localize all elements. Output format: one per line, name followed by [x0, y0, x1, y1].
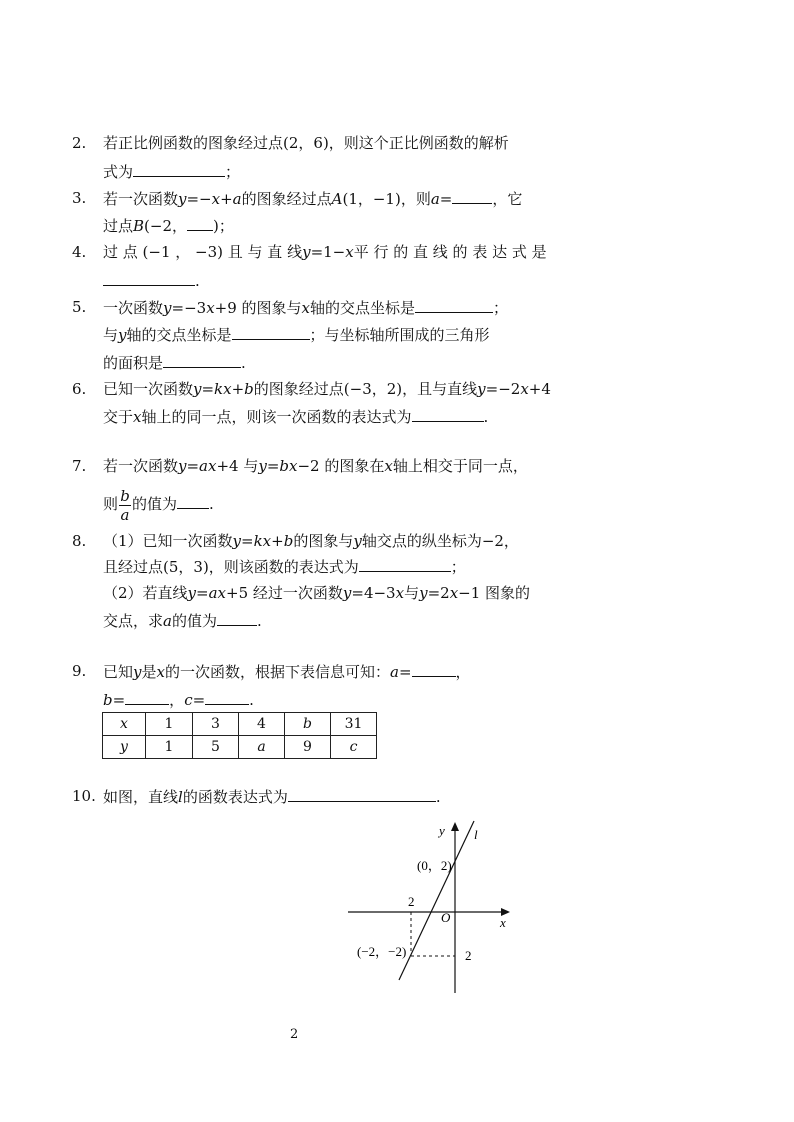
math: x — [345, 243, 354, 261]
text: =2 — [427, 584, 450, 602]
page-number: 2 — [290, 1027, 299, 1042]
question-text — [103, 161, 240, 182]
question-number: 10. — [72, 787, 96, 805]
text: (−2， — [144, 217, 188, 235]
text: 的值为 — [171, 612, 217, 630]
text: 的图象与 — [293, 532, 354, 550]
math: y=kx+b — [232, 532, 294, 550]
table-cell: c — [331, 736, 377, 759]
question-text — [103, 133, 509, 153]
question-text — [103, 352, 246, 373]
question-text — [103, 406, 488, 427]
text: 交点，求 — [103, 612, 164, 630]
text: （2）若直线 — [103, 584, 188, 602]
math: y — [133, 663, 142, 681]
text: (1，−1)，则 — [342, 190, 431, 208]
math: y=−x+a — [178, 190, 242, 208]
text: ，它 — [492, 190, 523, 208]
answer-blank[interactable] — [205, 689, 249, 705]
text: . — [209, 495, 214, 513]
answer-blank[interactable] — [415, 297, 493, 313]
denominator: a — [120, 505, 130, 524]
text: 的函数表达式为 — [182, 788, 288, 806]
math: y=bx — [258, 457, 298, 475]
question-number: 3. — [72, 189, 87, 207]
math: y — [477, 380, 486, 398]
math: y — [419, 584, 428, 602]
text: 轴交点的纵坐标为−2， — [361, 532, 519, 550]
text: 轴上相交于同一点， — [392, 457, 528, 475]
table-cell: 9 — [285, 736, 331, 759]
table-cell: 1 — [146, 713, 193, 736]
answer-blank[interactable] — [125, 689, 169, 705]
math: x — [133, 408, 142, 426]
question-text — [103, 531, 519, 551]
math: l — [178, 788, 183, 806]
text: 若正比例函数的图象经过点(2，6)，则这个正比例函数的解析 — [103, 134, 509, 152]
question-text — [103, 689, 254, 710]
text: . — [435, 788, 441, 806]
math: a= — [390, 663, 412, 681]
math: c= — [184, 691, 206, 709]
text: −1 图象的 — [458, 584, 531, 602]
value-table — [102, 712, 377, 759]
table-row — [103, 713, 377, 736]
text: ； — [225, 163, 241, 181]
math: x — [206, 299, 215, 317]
text: . — [241, 354, 246, 372]
text: . — [195, 272, 200, 290]
text: 则 — [103, 495, 119, 513]
answer-blank[interactable] — [217, 610, 257, 626]
text: 已知 — [103, 663, 134, 681]
table-cell: y — [103, 736, 146, 759]
math: b= — [103, 691, 126, 709]
answer-blank[interactable] — [412, 661, 456, 677]
text: ； — [493, 299, 509, 317]
question-text — [103, 583, 530, 603]
table-cell: a — [239, 736, 285, 759]
line-label: l — [474, 827, 478, 842]
text: ； — [450, 558, 466, 576]
answer-blank[interactable] — [288, 786, 436, 802]
text: )； — [213, 217, 234, 235]
answer-blank[interactable] — [452, 188, 492, 204]
text: =−2 — [485, 380, 521, 398]
question-text — [103, 610, 262, 631]
math: A — [331, 190, 343, 208]
math: y — [342, 584, 352, 602]
text: +4 — [528, 380, 551, 398]
text: 轴的交点坐标是 — [310, 299, 416, 317]
question-number: 9. — [72, 662, 87, 680]
tick-label: 2 — [408, 894, 415, 909]
table-cell: x — [103, 713, 146, 736]
answer-blank[interactable] — [103, 270, 195, 286]
text: （1）已知一次函数 — [103, 532, 233, 550]
question-text — [103, 215, 234, 236]
answer-blank[interactable] — [187, 215, 213, 231]
question-text — [103, 484, 214, 524]
text: ；与坐标轴所围成的三角形 — [309, 326, 490, 344]
question-number: 2. — [72, 134, 87, 152]
text: 轴的交点坐标是 — [126, 326, 232, 344]
text: 的图象经过点(−3，2)，且与直线 — [253, 380, 478, 398]
point-label-0-2: (0，2) — [417, 858, 452, 873]
text: 交于 — [103, 408, 134, 426]
question-number: 8. — [72, 532, 87, 550]
tick-label: 2 — [465, 948, 472, 963]
answer-blank[interactable] — [359, 556, 451, 572]
y-axis-label: y — [439, 823, 445, 838]
text: . — [483, 408, 489, 426]
text: 过 点 (−1 ， −3) 且 与 直 线 — [103, 243, 303, 261]
table-cell: b — [285, 713, 331, 736]
math: y — [118, 326, 127, 344]
text: =−3 — [171, 299, 207, 317]
fraction — [119, 487, 131, 524]
text: 若一次函数 — [103, 457, 179, 475]
text: 与 — [404, 584, 420, 602]
question-text — [103, 786, 441, 807]
text: 过点 — [103, 217, 134, 235]
math: y=kx+b — [193, 380, 254, 398]
text: 若一次函数 — [103, 190, 179, 208]
table-cell: 31 — [331, 713, 377, 736]
text: +4 与 — [216, 457, 259, 475]
math: a= — [430, 190, 453, 208]
math: y=ax — [178, 457, 217, 475]
question-text — [103, 242, 547, 262]
question-text — [103, 188, 522, 209]
math: y=ax — [187, 584, 226, 602]
question-text — [103, 297, 508, 318]
math: x — [384, 457, 393, 475]
table-cell: 4 — [239, 713, 285, 736]
text: 的值为 — [132, 495, 178, 513]
question-number: 4. — [72, 243, 87, 261]
text: +9 的图象与 — [214, 299, 302, 317]
question-text — [103, 661, 471, 682]
question-text — [103, 324, 490, 345]
text: . — [249, 691, 254, 709]
math: x — [449, 584, 459, 602]
table-row — [103, 736, 377, 759]
text: +5 经过一次函数 — [226, 584, 343, 602]
text: 式为 — [103, 163, 134, 181]
question-text — [103, 556, 466, 577]
text: 且经过点(5，3)，则该函数的表达式为 — [103, 558, 359, 576]
math: x — [156, 663, 165, 681]
x-axis-label: x — [500, 915, 506, 930]
math: B — [133, 217, 145, 235]
question-number: 5. — [72, 298, 87, 316]
math: x — [395, 584, 405, 602]
math: a — [163, 612, 172, 630]
question-number: 7. — [72, 457, 87, 475]
answer-blank[interactable] — [232, 324, 310, 340]
text: . — [256, 612, 262, 630]
coordinate-graph — [340, 815, 520, 997]
math: y — [302, 243, 311, 261]
question-text — [103, 270, 200, 291]
answer-blank[interactable] — [177, 493, 209, 509]
table-cell: 3 — [193, 713, 239, 736]
math: x — [520, 380, 529, 398]
y-axis-arrow — [451, 822, 459, 831]
text: 一次函数 — [103, 299, 164, 317]
text: ， — [169, 691, 185, 709]
math: y — [163, 299, 172, 317]
answer-blank[interactable] — [412, 406, 484, 422]
origin-label: O — [441, 910, 451, 925]
answer-blank[interactable] — [133, 161, 225, 177]
math: y — [353, 532, 362, 550]
question-text — [103, 379, 551, 399]
text: =4−3 — [351, 584, 396, 602]
text: =1− — [310, 243, 346, 261]
question-text — [103, 456, 528, 476]
text: 是 — [141, 663, 157, 681]
text: 如图，直线 — [103, 788, 179, 806]
text: 的面积是 — [103, 354, 164, 372]
text: 的图象经过点 — [241, 190, 332, 208]
text: 轴上的同一点，则该一次函数的表达式为 — [141, 408, 412, 426]
text: −2 的图象在 — [297, 457, 385, 475]
table-cell: 5 — [193, 736, 239, 759]
text: 的一次函数，根据下表信息可知： — [164, 663, 390, 681]
question-number: 6. — [72, 380, 87, 398]
answer-blank[interactable] — [163, 352, 241, 368]
numerator: b — [120, 486, 130, 505]
text: 与 — [103, 326, 119, 344]
text: 平 行 的 直 线 的 表 达 式 是 — [353, 243, 547, 261]
table-cell: 1 — [146, 736, 193, 759]
point-label-neg2-neg2: (−2，−2) — [357, 944, 407, 959]
text: ， — [455, 663, 471, 681]
math: x — [301, 299, 311, 317]
text: 已知一次函数 — [103, 380, 194, 398]
